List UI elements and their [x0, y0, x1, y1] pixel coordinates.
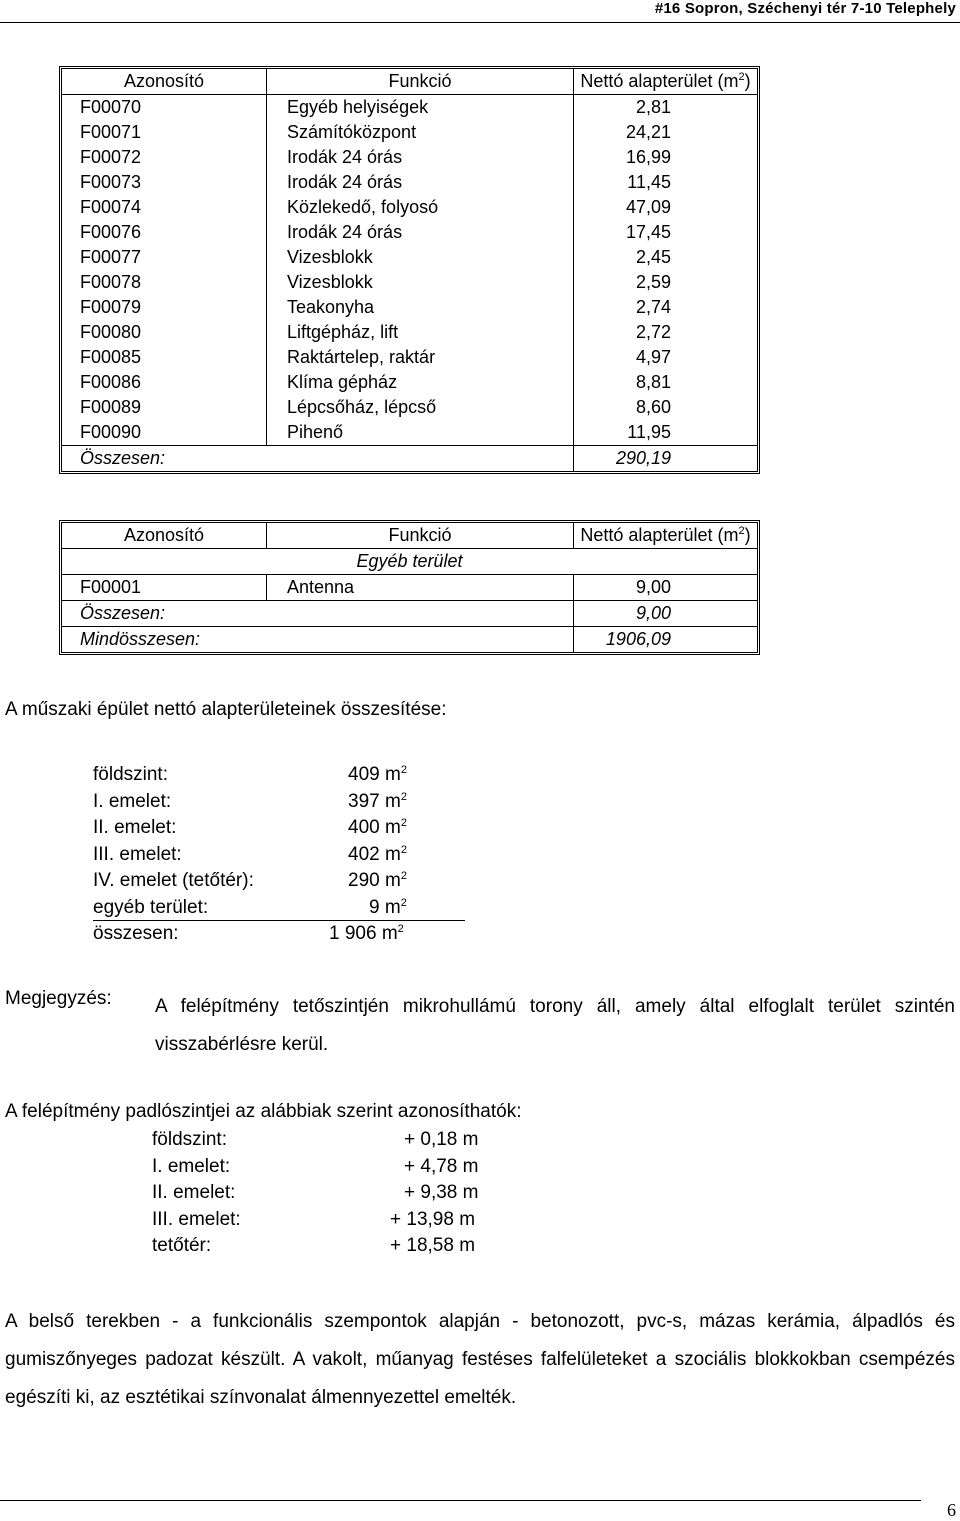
summary-value: 402 $m^2$ [348, 843, 407, 865]
summary-row [93, 764, 473, 791]
level-row [152, 1182, 512, 1209]
footer-line [0, 1500, 921, 1501]
cell-id: F00086 [80, 372, 142, 392]
table-row [62, 575, 757, 601]
summary-underline [93, 920, 465, 921]
summary-value: 290 $m^2$ [348, 870, 407, 891]
col-header-function: Funkció [267, 523, 574, 549]
cell-function: Liftgépház, lift [267, 320, 574, 345]
table-row [62, 245, 757, 270]
table-row [62, 270, 757, 295]
cell-id: F00073 [80, 172, 142, 192]
cell-area: 2,59 [574, 270, 758, 295]
table-header-row [62, 523, 757, 549]
cell-id: F00090 [80, 422, 142, 442]
summary-label: földszint: [93, 764, 168, 785]
summary-value: 400 $m^2$ [348, 817, 407, 838]
cell-function: Lépcsőház, lépcső [267, 395, 574, 420]
cell-id: F00079 [80, 297, 142, 317]
summary-label: egyéb terület: [93, 896, 209, 918]
table-row [62, 395, 757, 420]
level-row [152, 1209, 512, 1236]
cell-id: F00076 [80, 222, 142, 242]
col-header-function: Funkció [267, 69, 574, 95]
grand-total-label: Mindösszesen: [62, 627, 574, 653]
level-value: + 9,38 m [404, 1182, 479, 1203]
summary-label: I. emelet: [93, 790, 172, 812]
table-row [62, 145, 757, 170]
page-header [0, 0, 960, 23]
cell-area: 2,81 [574, 95, 758, 121]
cell-function: Irodák 24 órás [267, 170, 574, 195]
summary-value: 397 $m^2$ [348, 790, 407, 812]
level-value: + 4,78 m [404, 1155, 479, 1177]
cell-id: F00089 [80, 397, 142, 417]
cell-id: F00074 [80, 197, 142, 217]
summary-value: 1 906 $m^2$ [329, 923, 404, 944]
cell-area: 4,97 [574, 345, 758, 370]
group-row [62, 549, 757, 575]
cell-id: F00080 [80, 322, 142, 342]
summary-list [93, 764, 473, 950]
cell-id: F00077 [80, 247, 142, 267]
level-label: földszint: [152, 1129, 227, 1150]
cell-area: 11,95 [574, 420, 758, 446]
cell-area: 11,45 [574, 170, 758, 195]
total-label: Összesen: [62, 601, 574, 627]
table-row [62, 370, 757, 395]
note-label: Megjegyzés: [5, 988, 112, 1009]
cell-function: Irodák 24 órás [267, 220, 574, 245]
cell-area: 2,74 [574, 295, 758, 320]
levels-title: A felépítmény padlószintjei az alábbiak szerint azonosíthatók: [5, 1101, 522, 1122]
cell-id: F00001 [62, 575, 267, 601]
summary-label: II. emelet: [93, 817, 177, 838]
cell-function: Irodák 24 órás [267, 145, 574, 170]
cell-area: 17,45 [574, 220, 758, 245]
summary-row [93, 870, 473, 897]
grand-total-row [62, 627, 757, 653]
summary-row [93, 791, 473, 818]
level-value: + 18,58 m [390, 1235, 476, 1256]
total-row [62, 601, 757, 627]
summary-value: 409 $m^2$ [348, 764, 407, 785]
note-text: A felépítmény tetőszintjén mikrohullámú torony áll, amely által elfoglalt terület szintén visszabérlésre kerül. [155, 996, 955, 1055]
cell-function: Egyéb helyiségek [267, 95, 574, 121]
table-row [62, 295, 757, 320]
table-header-row [62, 69, 757, 95]
table-row [62, 220, 757, 245]
cell-area: 9,00 [574, 575, 758, 601]
area-table-1 [59, 66, 760, 474]
total-row [62, 446, 757, 472]
cell-function: Közlekedő, folyosó [267, 195, 574, 220]
table-row [62, 345, 757, 370]
cell-function: Vizesblokk [267, 270, 574, 295]
body-paragraph: A belső terekben - a funkcionális szempontok alapján - betonozott, pvc-s, mázas kerámia, álpadlós és gumiszőnyeges padozat készült. A vakolt, műanyag festéses falfelületeket a szociális blokkokban csempézés egészíti ki, az esztétikai színvonalat álmennyezettel emelték. [5, 1311, 955, 1408]
level-label: III. emelet: [152, 1208, 241, 1230]
col-header-area: Nettó alapterület $(m^2)$ [574, 523, 758, 549]
levels-list [152, 1129, 512, 1262]
col-header-id: Azonosító [123, 71, 205, 91]
header-text: #16 Sopron, Széchenyi tér 7-10 Telephely [654, 0, 956, 17]
cell-function: Teakonyha [267, 295, 574, 320]
cell-id: F00078 [80, 272, 142, 292]
summary-row [93, 817, 473, 844]
total-value: 9,00 [574, 601, 758, 627]
col-header-area: Nettó alapterület $(m^2)$ [574, 69, 758, 95]
cell-area: 24,21 [574, 120, 758, 145]
level-label: tetőtér: [152, 1235, 212, 1256]
table-row [62, 120, 757, 145]
cell-id: F00085 [80, 347, 142, 367]
summary-value: 9 $m^2$ [369, 896, 407, 918]
cell-area: 2,45 [574, 245, 758, 270]
table-row [62, 420, 757, 446]
total-value: 290,19 [574, 446, 758, 472]
cell-area: 2,72 [574, 320, 758, 345]
table-row [62, 170, 757, 195]
cell-area: 8,81 [574, 370, 758, 395]
cell-id: F00070 [62, 95, 267, 121]
total-label: Összesen: [62, 446, 574, 472]
level-label: I. emelet: [152, 1155, 231, 1177]
cell-function: Raktártelep, raktár [267, 345, 574, 370]
cell-function: Vizesblokk [267, 245, 574, 270]
cell-function: Számítóközpont [267, 120, 574, 145]
summary-row [93, 844, 473, 871]
cell-area: 16,99 [574, 145, 758, 170]
cell-area: 47,09 [574, 195, 758, 220]
table-row [62, 320, 757, 345]
col-header-id: Azonosító [123, 525, 205, 545]
cell-id: F00072 [80, 147, 142, 167]
summary-label: összesen: [93, 923, 179, 944]
level-value: + 0,18 m [404, 1129, 479, 1150]
grand-total-value: 1906,09 [574, 627, 758, 653]
page-number: 6 [947, 1500, 956, 1520]
level-row [152, 1129, 512, 1156]
level-label: II. emelet: [152, 1182, 236, 1203]
table-row [62, 95, 757, 121]
cell-function: Pihenő [267, 420, 574, 446]
table-row [62, 195, 757, 220]
cell-function: Antenna [267, 575, 574, 601]
level-row [152, 1156, 512, 1183]
level-row [152, 1235, 512, 1262]
area-table-2 [59, 520, 760, 655]
level-value: + 13,98 m [390, 1208, 476, 1230]
cell-area: 8,60 [574, 395, 758, 420]
summary-row [93, 923, 473, 950]
summary-label: III. emelet: [93, 843, 182, 865]
group-label: Egyéb terület [62, 549, 757, 575]
cell-function: Klíma gépház [267, 370, 574, 395]
cell-id: F00071 [80, 122, 142, 142]
summary-label: IV. emelet (tetőtér): [93, 870, 254, 891]
summary-title: A műszaki épület nettó alapterületeinek összesítése: [5, 699, 447, 720]
